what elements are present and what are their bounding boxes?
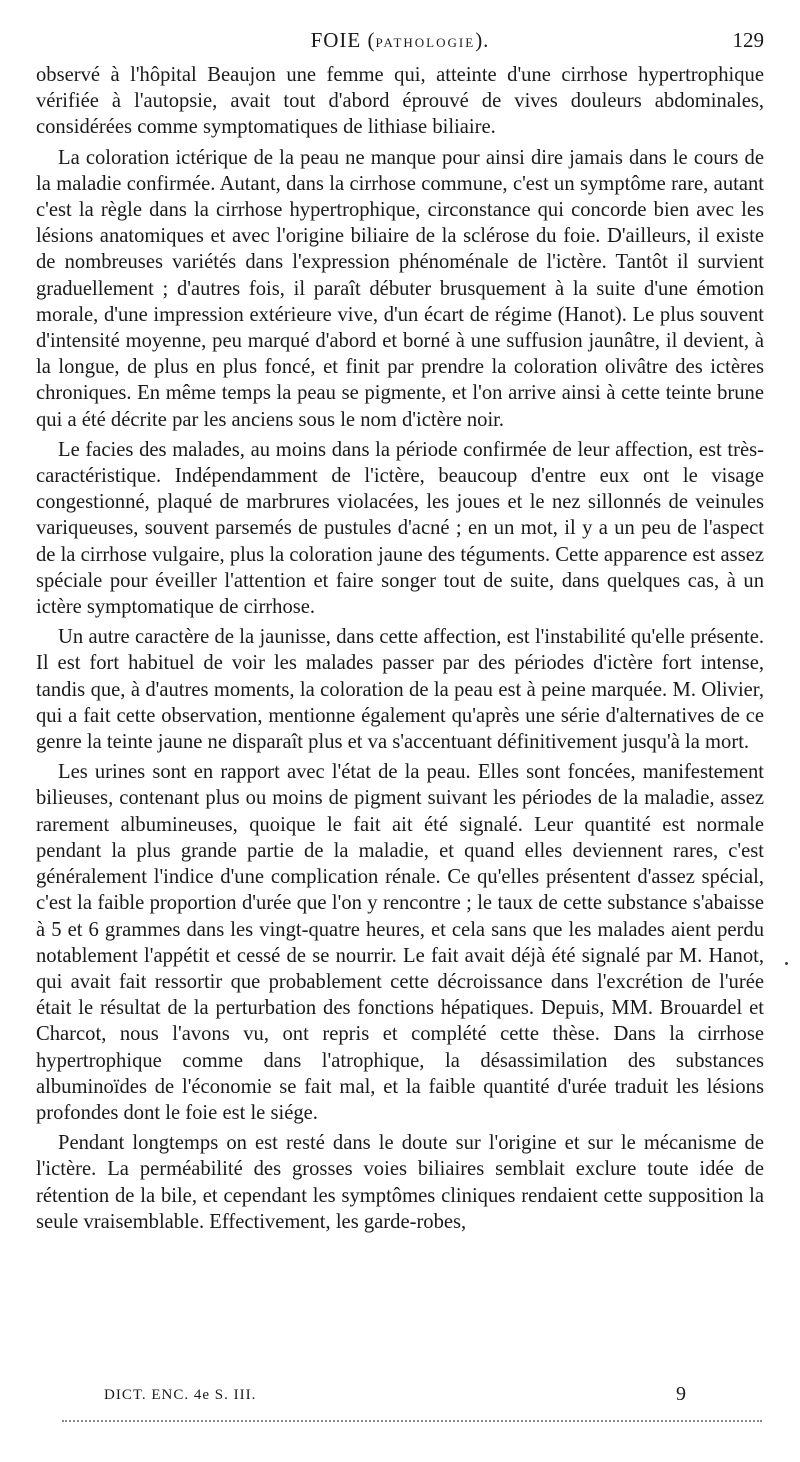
body-text (36, 62, 764, 1235)
running-title-main: FOIE ( (310, 28, 376, 52)
running-head (36, 28, 764, 58)
page-footer (36, 1383, 764, 1409)
printer-signature: DICT. ENC. 4e S. III. (104, 1387, 257, 1403)
paragraph: Pendant longtemps on est resté dans le doute sur l'origine et sur le mécanisme de l'ictère. La perméabilité des grosses voies biliaires semblait exclure toute idée de rétention de la bile, et cependant les symptômes cliniques rendaient cette supposition la seule vraisemblable. Effectivement, les garde-robes, (36, 1132, 764, 1233)
paragraph: Un autre caractère de la jaunisse, dans cette affection, est l'instabilité qu'elle présente. Il est fort habituel de voir les malades passer par des périodes d'ictère fort intense, tandis que, à d'autres moments, la coloration de la peau est à peine marquée. M. Olivier, qui a fait cette observation, mentionne également qu'après une série d'alternatives de ce genre la teinte jaune ne disparaît plus et va s'accentuant définitivement jusqu'à la mort. (36, 626, 764, 754)
sheet-number: 9 (676, 1383, 686, 1405)
running-title-end: ). (475, 28, 490, 52)
dotted-rule (62, 1420, 762, 1422)
running-title (36, 28, 764, 53)
stray-ink-mark (785, 962, 788, 965)
paragraph: observé à l'hôpital Beaujon une femme qui, atteinte d'une cirrhose hypertrophique vérifiée à l'autopsie, avait tout d'abord éprouvé de vives douleurs abdominales, considérées comme symptomatiques de lithiase biliaire. (36, 64, 764, 139)
running-title-subtitle: PATHOLOGIE (375, 35, 476, 50)
paragraph: Le facies des malades, au moins dans la période confirmée de leur affection, est très-caractéristique. Indépendamment de l'ictère, beaucoup d'entre eux ont le visage congestionné, plaqué de marbrures violacées, les joues et le nez sillonnés de veinules variqueuses, souvent parsemés de pustules d'acné ; en un mot, il y a un peu de l'aspect de la cirrhose vulgaire, plus la coloration jaune des téguments. Cette apparence est assez spéciale pour éveiller l'attention et faire songer tout de suite, dans quelques cas, à un ictère symptomatique de cirrhose. (36, 438, 764, 619)
paragraph: La coloration ictérique de la peau ne manque pour ainsi dire jamais dans le cours de la maladie confirmée. Autant, dans la cirrhose commune, c'est un symptôme rare, autant c'est la règle dans la cirrhose hypertrophique, circonstance qui concorde bien avec les lésions anatomiques et avec l'origine biliaire de la sclérose du foie. D'ailleurs, il existe de nombreuses variétés dans l'expression phénoménale de l'ictère. Tantôt il survient graduellement ; d'autres fois, il paraît débuter brusquement à la suite d'une émotion morale, d'une impression extérieure vive, d'un écart de régime (Hanot). Le plus souvent d'intensité moyenne, peu marqué d'abord et borné à une suffusion jaunâtre, il devient, à la longue, de plus en plus foncé, et finit par prendre la coloration olivâtre des ictères chroniques. En même temps la peau se pigmente, et l'on arrive ainsi à cette teinte brune qui a été décrite par les anciens sous le nom d'ictère noir. (36, 146, 764, 431)
page-number: 129 (732, 28, 764, 52)
paragraph: Les urines sont en rapport avec l'état de la peau. Elles sont foncées, manifestement bilieuses, contenant plus ou moins de pigment suivant les périodes de la maladie, assez rarement albumineuses, quoique le fait ait été signalé. Leur quantité est normale pendant la plus grande partie de la maladie, et quand elles deviennent rares, c'est généralement l'indice d'une complication rénale. Ce qu'elles présentent d'assez spécial, c'est la faible proportion d'urée que l'on y rencontre ; le taux de cette substance s'abaisse à 5 et 6 grammes dans les vingt-quatre heures, et cela sans que les malades aient perdu notablement l'appétit et cessé de se nourrir. Le fait avait déjà été signalé par M. Hanot, qui avait fait ressortir que probablement cette décroissance dans l'excrétion de l'urée était le résultat de la perturbation des fonctions hépatiques. Depuis, MM. Brouardel et Charcot, nous l'avons vu, ont repris et complété cette thèse. Dans la cirrhose hypertrophique comme dans l'atrophique, la désassimilation des substances albuminoïdes de l'économie se fait mal, et la faible quantité d'urée traduit les lésions profondes dont le foie est le siége. (36, 761, 764, 1124)
